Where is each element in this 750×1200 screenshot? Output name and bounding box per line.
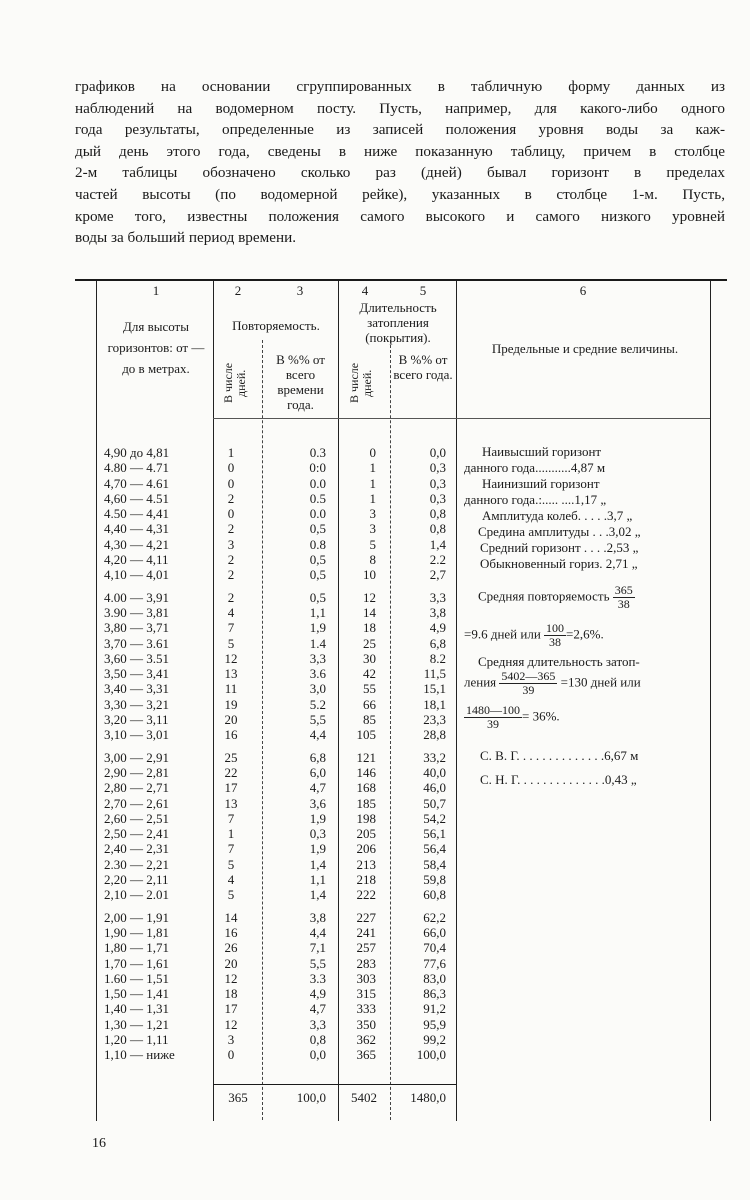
note-lowest-label: Наинизший горизонт	[482, 476, 600, 491]
duration-days-cell: 257	[356, 940, 376, 956]
duration-days-cell: 25	[363, 635, 376, 651]
duration-percent-cell: 66,0	[423, 925, 446, 940]
repetition-days-cell: 7	[227, 841, 235, 857]
total-duration-percent: 1480,0	[410, 1090, 446, 1105]
duration-percent-cell: 70,4	[423, 940, 446, 956]
repetition-days-cell: 0	[227, 506, 235, 521]
duration-percent-cell: 0,0	[429, 445, 446, 460]
repetition-days-cell: 0	[227, 475, 235, 491]
duration-days-cell: 1	[369, 460, 376, 476]
repetition-percent-cell: 1.4	[309, 635, 326, 651]
repetition-percent-cell: 4,7	[309, 780, 326, 796]
duration-days-cell: 218	[356, 871, 376, 887]
duration-days-cell: 5	[369, 536, 376, 552]
frac-den: 38	[617, 597, 630, 611]
intro-paragraph	[75, 76, 725, 249]
duration-days-cell: 362	[356, 1031, 376, 1047]
fraction-365-38	[613, 584, 635, 611]
repetition-days-cell: 20	[224, 955, 238, 971]
range-cell: 4.50 — 4,41	[104, 506, 169, 521]
repetition-days-cell: 7	[227, 810, 235, 826]
repetition-days-cell: 22	[224, 765, 238, 780]
col5-divider	[456, 281, 457, 1121]
range-cell: 2,80 — 2,71	[104, 780, 169, 796]
duration-days-cell: 168	[356, 780, 376, 796]
frac-den: 39	[487, 717, 499, 731]
repetition-percent-cell: 1,4	[309, 887, 326, 902]
duration-percent-cell: 95,9	[423, 1016, 446, 1032]
range-cell: 4.00 — 3,91	[104, 589, 169, 605]
repetition-days-cell: 1	[227, 445, 235, 460]
col2-subheader: В числе дней.	[221, 362, 248, 404]
duration-days-cell: 185	[356, 795, 376, 811]
repetition-days-cell: 4	[227, 605, 235, 620]
repetition-days-cell: 17	[224, 1001, 238, 1017]
note-duration-result	[464, 670, 641, 697]
rep-eq-percent: =2,6%.	[566, 626, 604, 642]
repetition-percent-cell: 1,1	[309, 605, 326, 620]
repetition-percent-cell: 4,4	[309, 727, 326, 742]
duration-percent-cell: 99,2	[423, 1031, 446, 1047]
range-cell: 3,60 — 3.51	[104, 650, 169, 666]
table-right-border	[710, 281, 711, 1121]
range-cell: 1,80 — 1,71	[104, 940, 169, 956]
duration-days-cell: 14	[363, 605, 376, 620]
range-cell: 2,90 — 2,81	[104, 765, 169, 780]
repetition-percent-cell: 0,5	[309, 551, 326, 567]
repetition-days-cell: 12	[224, 970, 238, 986]
duration-percent-cell: 77,6	[423, 955, 446, 971]
repetition-days-cell: 2	[227, 521, 235, 537]
repetition-percent-cell: 1,4	[309, 856, 326, 872]
range-cell: 2,00 — 1,91	[104, 909, 169, 925]
repetition-percent-cell: 0:0	[309, 460, 326, 476]
note-highest-known: С. В. Г. . . . . . . . . . . . . .6,67 м	[480, 748, 639, 763]
duration-percent-cell: 40,0	[423, 765, 446, 780]
note-avg-repetition	[478, 584, 635, 611]
range-cell: 3,00 — 2,91	[104, 749, 169, 765]
note-ordinary-level: Обыкновенный гориз. 2,71 „	[480, 556, 638, 571]
total-percent: 100,0	[296, 1090, 326, 1105]
repetition-percent-cell: 0,0	[309, 1047, 326, 1062]
range-cell: 3.90 — 3,81	[104, 605, 169, 620]
duration-percent-cell: 46,0	[423, 780, 446, 796]
duration-days-cell: 18	[363, 620, 376, 636]
frac-num: 365	[614, 583, 633, 597]
duration-days-cell: 146	[356, 765, 376, 780]
repetition-percent-cell: 3,6	[309, 795, 326, 811]
frac-num: 5402—365	[501, 669, 556, 683]
repetition-days-cell: 13	[224, 795, 238, 811]
duration-percent-cell: 100,0	[416, 1047, 446, 1062]
total-duration-days: 5402	[351, 1090, 377, 1105]
duration-percent-cell: 91,2	[423, 1001, 446, 1017]
repetition-percent-cell: 3,0	[309, 681, 326, 697]
header-bottom-rule	[213, 418, 710, 419]
duration-percent-cell: 2.2	[429, 551, 446, 567]
col6-header: Предельные и средние величины.	[491, 341, 679, 356]
intro-line: частей высоты (по водомерной рейке), указанных в столбце 1-м. Пусть,	[75, 185, 725, 203]
repetition-days-cell: 11	[224, 681, 238, 697]
duration-percent-cell: 62,2	[423, 909, 446, 925]
repetition-percent-cell: 1,1	[309, 871, 326, 887]
col5-subheader: В %% от всего года.	[393, 352, 453, 382]
repetition-percent-cell: 0,5	[309, 567, 326, 582]
duration-days-cell: 241	[356, 925, 376, 940]
repetition-percent-cell: 0.8	[309, 536, 326, 552]
duration-days-cell: 8	[369, 551, 376, 567]
repetition-days-cell: 17	[224, 780, 238, 796]
repetition-days-cell: 2	[227, 567, 235, 582]
fraction-1480-100-39	[464, 704, 522, 731]
range-cell: 4,60 — 4.51	[104, 490, 169, 506]
intro-line: дый день этого года, сведены в ниже показанную таблицу, причем в столбце	[75, 142, 725, 160]
frac-num: 1480—100	[466, 703, 520, 717]
range-cell: 1.60 — 1,51	[104, 970, 169, 986]
duration-percent-cell: 18,1	[423, 696, 446, 712]
duration-percent-cell: 15,1	[423, 681, 446, 697]
table-left-border	[96, 281, 97, 1121]
repetition-days-cell: 18	[224, 986, 238, 1001]
duration-days-cell: 333	[356, 1001, 376, 1017]
duration-days-cell: 3	[369, 521, 376, 537]
range-cell: 2,20 — 2,11	[104, 871, 169, 887]
repetition-days-cell: 25	[224, 749, 238, 765]
duration-percent-cell: 0,3	[429, 475, 446, 491]
duration-percent-cell: 23,3	[423, 711, 446, 727]
range-cell: 1,10 — ниже	[104, 1047, 175, 1062]
duration-percent-cell: 0,8	[429, 521, 446, 537]
table-top-rule	[75, 279, 727, 281]
col4-subheader: В числе дней.	[347, 362, 374, 404]
duration-days-cell: 30	[363, 650, 376, 666]
col1-header: Для высоты горизонтов: от — до в метрах.	[107, 319, 205, 376]
range-cell: 3,80 — 3,71	[104, 620, 169, 636]
duration-percent-cell: 3,8	[429, 605, 446, 620]
repetition-days-cell: 3	[227, 1031, 235, 1047]
repetition-days-cell: 14	[224, 909, 238, 925]
duration-days-cell: 1	[369, 475, 376, 491]
repetition-percent-cell: 0.5	[309, 490, 326, 506]
repetition-days-cell: 16	[224, 727, 238, 742]
duration-days-cell: 198	[356, 810, 376, 826]
duration-percent-cell: 8.2	[429, 650, 446, 666]
fraction-100-38	[544, 622, 566, 649]
intro-line: года результаты, определенные из записей положения уровня воды за каж-	[75, 121, 725, 139]
repetition-percent-cell: 4,9	[309, 986, 326, 1001]
repetition-percent-cell: 0,3	[309, 826, 326, 841]
col23-header: Повторяемость.	[232, 318, 320, 333]
repetition-percent-cell: 7,1	[309, 940, 326, 956]
repetition-days-cell: 0	[227, 1047, 235, 1062]
range-cell: 4.80 — 4.71	[104, 460, 169, 476]
duration-days-cell: 55	[363, 681, 376, 697]
duration-percent-cell: 60,8	[423, 887, 446, 902]
range-cell: 2,50 — 2,41	[104, 826, 169, 841]
repetition-percent-cell: 0,5	[309, 521, 326, 537]
duration-days-cell: 42	[363, 666, 376, 681]
note-repetition-result	[464, 622, 604, 649]
range-cell: 1,70 — 1,61	[104, 955, 169, 971]
duration-days-cell: 66	[363, 696, 376, 712]
note-lowest-known: С. Н. Г. . . . . . . . . . . . . .0,43 „	[480, 772, 637, 787]
duration-percent-cell: 1,4	[429, 536, 446, 552]
repetition-days-cell: 5	[227, 635, 235, 651]
repetition-percent-cell: 0,5	[309, 589, 326, 605]
duration-percent-cell: 33,2	[423, 749, 446, 765]
duration-days-cell: 350	[356, 1016, 376, 1032]
col2-divider	[262, 340, 263, 1120]
duration-percent-cell: 0,8	[429, 506, 446, 521]
repetition-days-cell: 12	[224, 1016, 238, 1032]
range-cell: 2,10 — 2.01	[104, 887, 169, 902]
col-num-2: 2	[234, 283, 242, 298]
repetition-percent-cell: 6,0	[309, 765, 326, 780]
range-cell: 1,90 — 1,81	[104, 925, 169, 940]
duration-days-cell: 365	[356, 1047, 376, 1062]
repetition-days-cell: 19	[224, 696, 238, 712]
range-cell: 3,70 — 3.61	[104, 635, 169, 651]
duration-percent-cell: 50,7	[423, 795, 446, 811]
repetition-percent-cell: 4,4	[309, 925, 326, 940]
repetition-percent-cell: 3.3	[309, 970, 326, 986]
repetition-percent-cell: 3,3	[309, 1016, 326, 1032]
repetition-days-cell: 20	[224, 711, 238, 727]
intro-line: 2-м таблицы обозначено сколько раз (дней) бывал горизонт в пределах	[75, 164, 725, 182]
duration-days-cell: 3	[369, 506, 376, 521]
range-cell: 1,30 — 1,21	[104, 1016, 169, 1032]
repetition-percent-cell: 5,5	[309, 711, 326, 727]
col-num-4: 4	[361, 283, 369, 298]
range-cell: 4,30 — 4,21	[104, 536, 169, 552]
repetition-percent-cell: 1,9	[309, 810, 326, 826]
repetition-percent-cell: 4,7	[309, 1001, 326, 1017]
range-cell: 2,60 — 2,51	[104, 810, 169, 826]
repetition-days-cell: 7	[227, 620, 235, 636]
rep-eq-text: =9.6 дней или	[464, 626, 541, 642]
note-highest-label: Наивысший горизонт	[482, 444, 602, 459]
repetition-percent-cell: 3,8	[309, 909, 326, 925]
dur-eq-text: =130 дней или	[560, 674, 641, 690]
repetition-percent-cell: 5.2	[309, 696, 326, 712]
repetition-days-cell: 5	[227, 887, 235, 902]
col1-divider	[213, 281, 214, 1121]
repetition-percent-cell: 0.0	[309, 475, 326, 491]
note-lowest-value: данного года.:..... ....1,17 „	[464, 492, 607, 507]
duration-percent-cell: 11,5	[423, 666, 446, 681]
repetition-percent-cell: 1,9	[309, 841, 326, 857]
range-cell: 4,90 до 4,81	[104, 445, 170, 460]
repetition-days-cell: 1	[227, 826, 235, 841]
duration-days-cell: 213	[356, 856, 376, 872]
duration-days-cell: 1	[369, 490, 376, 506]
duration-days-cell: 0	[369, 445, 376, 460]
repetition-days-cell: 5	[227, 856, 235, 872]
note-duration-percent	[464, 704, 560, 731]
range-cell: 1,40 — 1,31	[104, 1001, 169, 1017]
duration-days-cell: 222	[356, 887, 376, 902]
duration-days-cell: 283	[356, 955, 376, 971]
col-num-1: 1	[152, 283, 160, 298]
range-cell: 3,30 — 3,21	[104, 696, 169, 712]
range-cell: 3,10 — 3,01	[104, 727, 169, 742]
avg-repetition-label: Средняя повторяемость	[478, 588, 610, 604]
frac-den: 39	[522, 683, 535, 697]
duration-percent-cell: 2,7	[429, 567, 446, 582]
note-amplitude: Амплитуда колеб. . . . .3,7 „	[482, 508, 633, 523]
duration-days-cell: 121	[356, 749, 376, 765]
range-cell: 1,20 — 1,11	[104, 1031, 169, 1047]
dur-prefix: ления	[464, 674, 497, 690]
repetition-days-cell: 4	[227, 871, 235, 887]
duration-percent-cell: 56,1	[423, 826, 446, 841]
duration-days-cell: 303	[356, 970, 376, 986]
range-cell: 3,20 — 3,11	[104, 711, 169, 727]
total-days: 365	[228, 1090, 248, 1105]
repetition-days-cell: 13	[224, 666, 238, 681]
page-number: 16	[92, 1136, 106, 1151]
range-cell: 3,50 — 3,41	[104, 666, 169, 681]
duration-days-cell: 10	[363, 567, 376, 582]
repetition-percent-cell: 3.6	[309, 666, 326, 681]
repetition-percent-cell: 3,3	[309, 650, 326, 666]
frac-den: 38	[549, 635, 562, 649]
note-highest-value: данного года...........4,87 м	[464, 460, 606, 475]
repetition-days-cell: 2	[227, 490, 235, 506]
repetition-percent-cell: 5,5	[309, 955, 326, 971]
col-num-5: 5	[419, 283, 427, 298]
col-num-6: 6	[579, 283, 587, 298]
duration-percent-cell: 3,3	[429, 589, 446, 605]
intro-line: воды за больший период времени.	[75, 229, 297, 247]
duration-days-cell: 12	[363, 589, 376, 605]
range-cell: 3,40 — 3,31	[104, 681, 169, 697]
repetition-days-cell: 3	[227, 536, 235, 552]
range-cell: 4,20 — 4,11	[104, 551, 169, 567]
repetition-percent-cell: 0,8	[309, 1031, 326, 1047]
duration-percent-cell: 86,3	[423, 986, 446, 1001]
repetition-days-cell: 2	[227, 589, 235, 605]
duration-percent-cell: 58,4	[423, 856, 446, 872]
duration-percent-cell: 0,3	[429, 490, 446, 506]
duration-days-cell: 205	[356, 826, 376, 841]
frac-num: 100	[546, 621, 565, 635]
intro-line: графиков на основании сгруппированных в табличную форму данных из	[75, 78, 725, 95]
duration-percent-cell: 0,3	[429, 460, 446, 476]
duration-days-cell: 206	[356, 841, 376, 857]
range-cell: 2,70 — 2,61	[104, 795, 169, 811]
fraction-5402-365-39	[499, 670, 557, 697]
duration-percent-cell: 56,4	[423, 841, 446, 857]
intro-line: кроме того, известны положения самого высокого и самого низкого уровней	[75, 207, 725, 225]
repetition-percent-cell: 0.0	[309, 506, 326, 521]
repetition-days-cell: 26	[224, 940, 238, 956]
repetition-percent-cell: 6,8	[309, 749, 326, 765]
range-cell: 4,70 — 4.61	[104, 475, 169, 491]
col3-subheader: В %% от всего времени года.	[276, 352, 325, 412]
note-avg-duration: Средняя длительность затоп-	[478, 654, 640, 669]
col4-divider	[390, 340, 391, 1120]
col3-divider	[338, 281, 339, 1121]
duration-percent-cell: 83,0	[423, 970, 446, 986]
repetition-days-cell: 16	[224, 925, 238, 940]
col-num-3: 3	[296, 283, 304, 298]
range-cell: 1,50 — 1,41	[104, 986, 169, 1001]
col45-header: Длительность затопления (покрытия).	[359, 300, 437, 345]
range-cell: 2.30 — 2,21	[104, 856, 169, 872]
duration-days-cell: 227	[356, 909, 376, 925]
repetition-percent-cell: 0.3	[309, 445, 326, 460]
duration-percent-cell: 59,8	[423, 871, 446, 887]
note-mean-level: Средний горизонт . . . .2,53 „	[480, 540, 639, 555]
repetition-days-cell: 0	[227, 460, 235, 476]
duration-percent-cell: 54,2	[423, 810, 446, 826]
duration-days-cell: 105	[356, 727, 376, 742]
range-cell: 2,40 — 2,31	[104, 841, 169, 857]
range-cell: 4,10 — 4,01	[104, 567, 169, 582]
duration-percent-cell: 6,8	[429, 635, 446, 651]
note-mid-amplitude: Средина амплитуды . . .3,02 „	[478, 524, 641, 539]
repetition-days-cell: 2	[227, 551, 235, 567]
duration-days-cell: 315	[356, 986, 376, 1001]
duration-percent-cell: 28,8	[423, 727, 446, 742]
dur-eq-percent: = 36%.	[522, 708, 560, 724]
repetition-days-cell: 12	[224, 650, 238, 666]
duration-days-cell: 85	[363, 711, 376, 727]
range-cell: 4,40 — 4,31	[104, 521, 169, 537]
intro-line: наблюдений на водомерном посту. Пусть, например, для какого-либо одного	[75, 99, 725, 117]
totals-rule	[213, 1084, 456, 1085]
duration-percent-cell: 4,9	[429, 620, 446, 636]
repetition-percent-cell: 1,9	[309, 620, 326, 636]
